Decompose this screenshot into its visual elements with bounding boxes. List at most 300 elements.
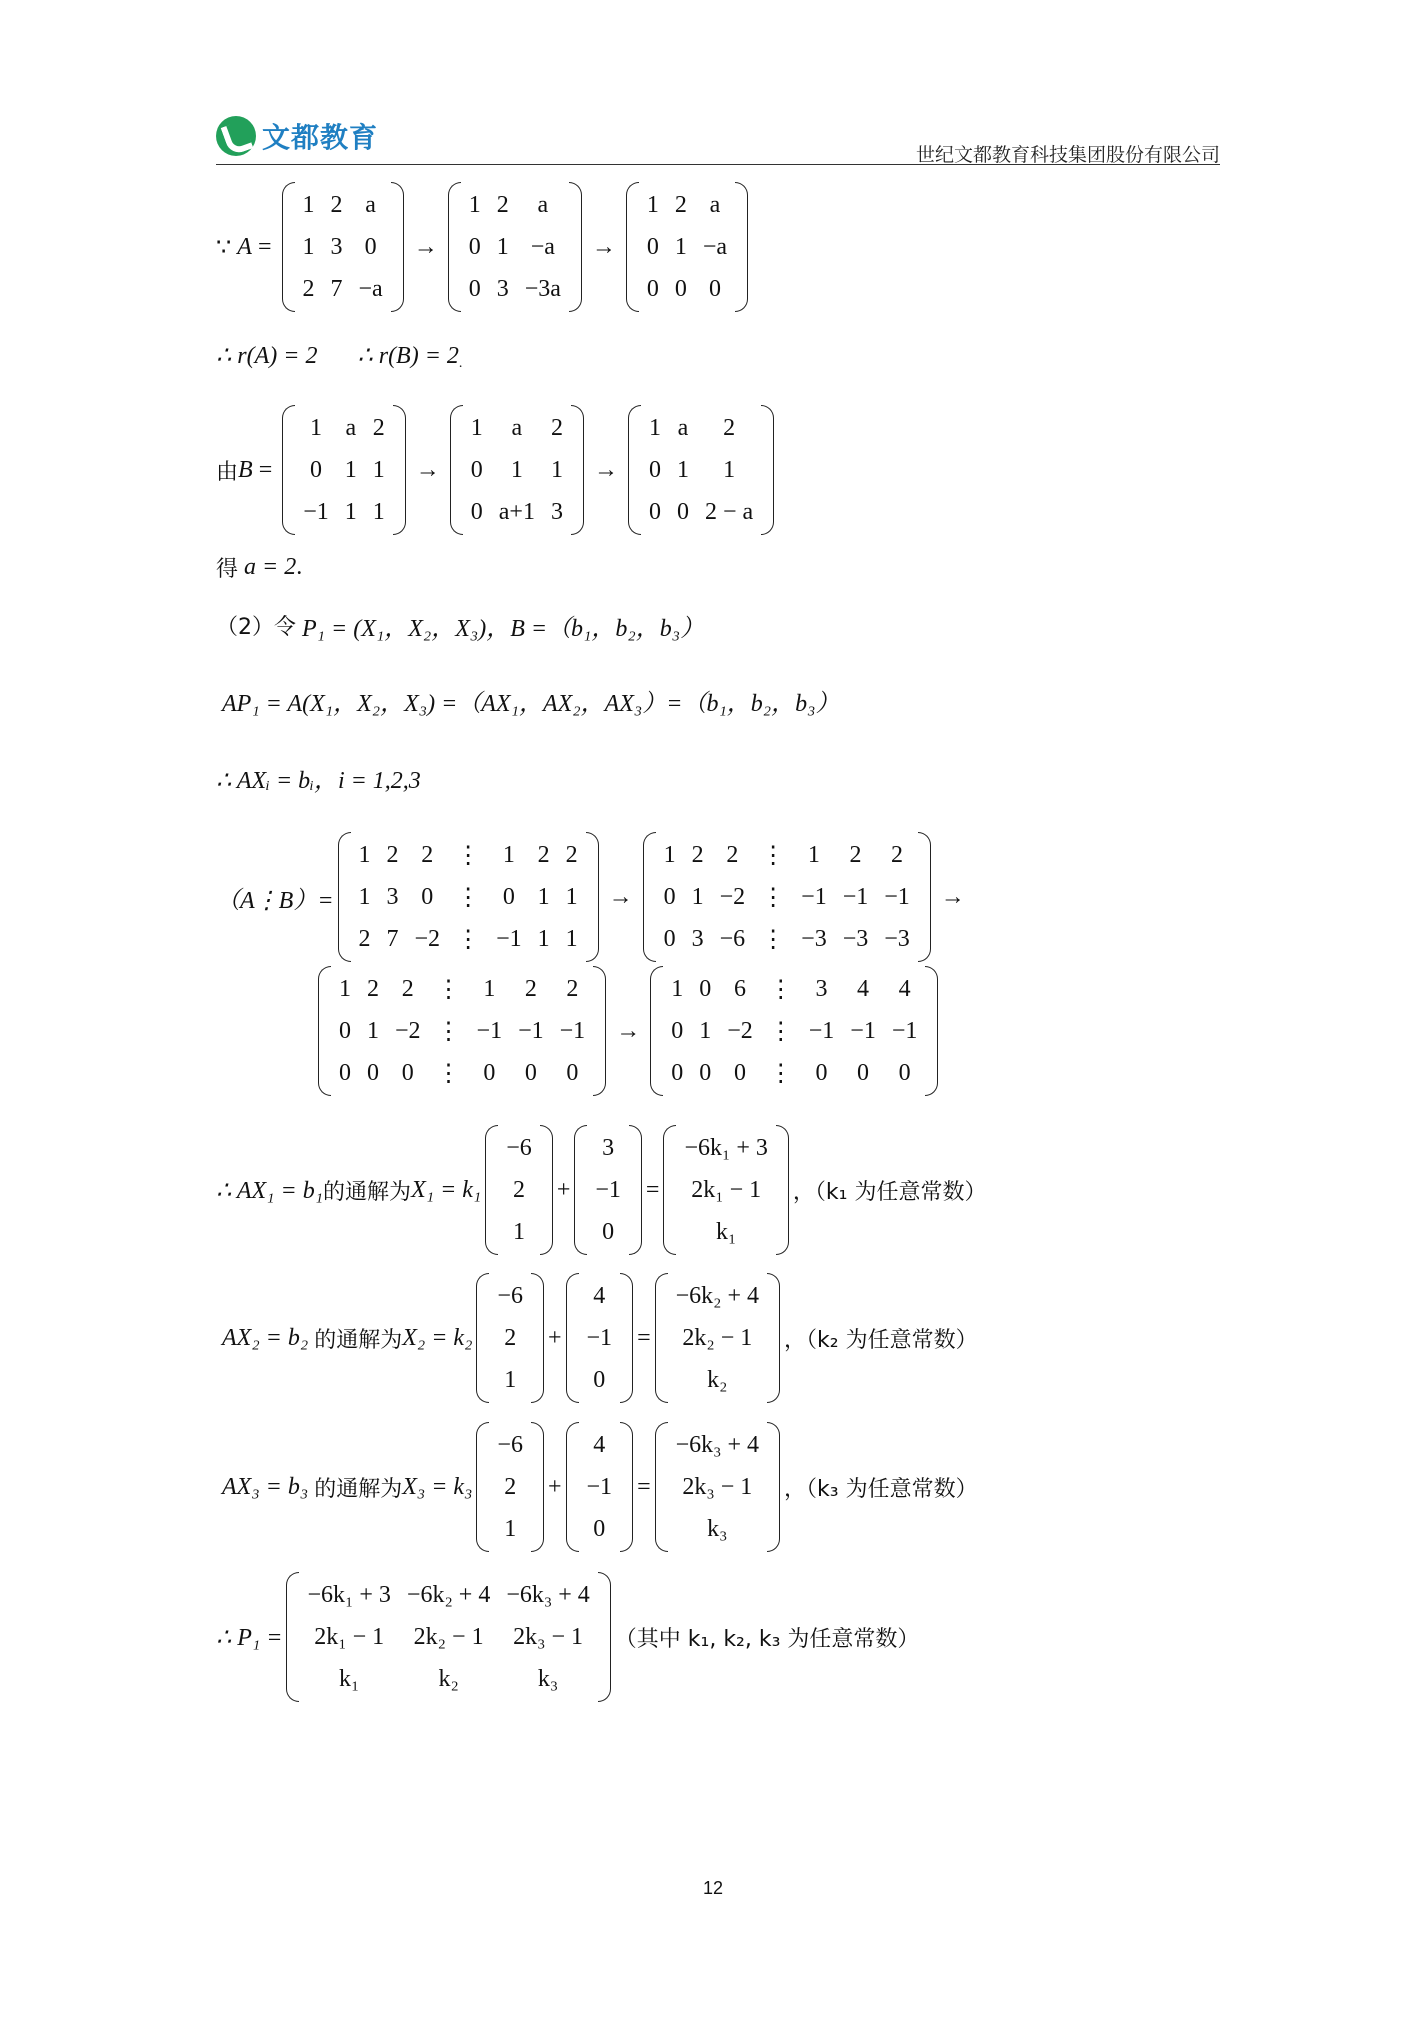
matrix-cell: −3 xyxy=(801,925,827,952)
matrix-row xyxy=(331,968,593,1010)
matrix-cell: 1 xyxy=(537,925,550,952)
matrix-row xyxy=(489,1275,531,1317)
left-bracket xyxy=(566,1273,579,1403)
matrix-cell: 1 xyxy=(367,1017,379,1044)
matrix-cell: 0 xyxy=(470,498,483,525)
left-bracket xyxy=(663,1125,676,1255)
matrix-cell: 2 xyxy=(849,841,862,868)
plus: + xyxy=(547,1473,562,1500)
matrix-row xyxy=(351,876,586,918)
matrix-cell: 1 xyxy=(691,883,704,910)
matrix-cell: 1 xyxy=(302,191,315,218)
matrix-cell: a xyxy=(709,191,721,218)
matrix-cell: 2k₃ − 1 xyxy=(682,1473,753,1500)
right-bracket xyxy=(393,405,406,535)
aug-matrix-2 xyxy=(643,832,931,962)
matrix-row xyxy=(295,184,391,226)
left-bracket xyxy=(448,182,461,312)
matrix-cell: a xyxy=(677,414,689,441)
matrix-cell: 0 xyxy=(524,1059,537,1086)
matrix-cell: 1 xyxy=(699,1017,712,1044)
matrix-cell: −a xyxy=(530,233,555,260)
matrix-cell: 2 xyxy=(726,841,739,868)
matrix-cell: −2 xyxy=(414,925,441,952)
matrix-row xyxy=(489,1466,531,1508)
equals: = xyxy=(637,1473,651,1500)
matrix-cell: 1 xyxy=(504,1515,517,1542)
matrix-cell: ⋮ xyxy=(761,884,786,911)
matrix-cell: −3 xyxy=(842,925,869,952)
right-bracket xyxy=(540,1125,553,1255)
equals: = xyxy=(637,1324,651,1351)
eq-row-B xyxy=(216,405,778,535)
right-bracket xyxy=(586,832,599,962)
matrix-row xyxy=(498,1211,540,1253)
right-bracket xyxy=(593,966,606,1096)
left-bracket xyxy=(476,1422,489,1552)
period: . xyxy=(296,554,303,580)
matrix-cell: k₃ xyxy=(707,1515,728,1542)
matrix-cell: −3a xyxy=(524,275,561,302)
sol2-middle: 的通解为 xyxy=(314,1327,403,1353)
matrix-cell: 1 xyxy=(550,456,563,483)
matrix-cell: ⋮ xyxy=(456,884,481,911)
matrix-cell: 0 xyxy=(699,975,712,1002)
right-bracket xyxy=(598,1572,611,1702)
matrix-row xyxy=(656,918,918,960)
left-bracket xyxy=(286,1572,299,1702)
ap1-text: AP₁ = A(X₁，X₂，X₃) =（AX₁，AX₂，AX₃）=（b₁，b₂，b₃） xyxy=(222,691,840,717)
matrix-row xyxy=(656,876,918,918)
matrix-A-3 xyxy=(626,182,748,312)
matrix-cell: ⋮ xyxy=(456,926,481,953)
page-number: 12 xyxy=(702,1878,724,1898)
sol3-lhs: X₃ = k₃ xyxy=(402,1473,473,1500)
matrix-cell: 1 xyxy=(344,498,357,525)
matrix-row xyxy=(587,1169,629,1211)
arrow: → xyxy=(616,1017,641,1044)
matrix-cell: k₁ xyxy=(715,1218,737,1245)
axi-text: ∴ AXᵢ = bᵢ，i = 1,2,3 xyxy=(216,768,421,794)
matrix-cell: 2 xyxy=(537,841,550,868)
matrix-cell: ⋮ xyxy=(761,926,786,953)
matrix-cell: ⋮ xyxy=(436,1060,461,1087)
matrix-cell: 1 xyxy=(565,925,578,952)
matrix-row xyxy=(663,1010,925,1052)
matrix-cell: −1 xyxy=(476,1017,503,1044)
matrix-cell: −2 xyxy=(395,1017,421,1044)
matrix-row xyxy=(295,407,393,449)
right-bracket xyxy=(735,182,748,312)
sol1-prefix: ∴ AX₁ = b₁ xyxy=(216,1177,324,1204)
matrix-cell: 1 xyxy=(358,883,371,910)
sol2-suffix: ，（k₂ 为任意常数） xyxy=(784,1327,978,1353)
left-bracket xyxy=(643,832,656,962)
matrix-cell: 0 xyxy=(339,1059,351,1086)
left-bracket xyxy=(655,1422,668,1552)
part2-label: （2）令 xyxy=(216,615,296,640)
sol2-prefix: AX₂ = b₂ xyxy=(222,1324,309,1351)
final-matrix xyxy=(286,1572,610,1702)
matrix-row xyxy=(299,1574,597,1616)
matrix-cell: 2 xyxy=(565,841,578,868)
matrix-cell: 2k₂ − 1 xyxy=(413,1623,484,1650)
matrix-cell: 0 xyxy=(470,456,483,483)
matrix-cell: 6 xyxy=(733,975,746,1002)
matrix-row xyxy=(351,834,586,876)
ap1-expansion xyxy=(222,683,840,718)
matrix-row xyxy=(676,1169,775,1211)
matrix-cell: −6k₁ + 3 xyxy=(684,1134,768,1161)
header-company: 世纪文都教育科技集团股份有限公司 xyxy=(915,144,1220,166)
rank-A: ∴ r(A) = 2 xyxy=(216,342,318,369)
matrix-cell: −6k₂ + 4 xyxy=(406,1581,491,1608)
matrix-cell: 1 xyxy=(807,841,820,868)
right-bracket xyxy=(531,1422,544,1552)
matrix-row xyxy=(663,968,925,1010)
left-bracket xyxy=(476,1273,489,1403)
matrix-row xyxy=(663,1052,925,1094)
right-bracket xyxy=(531,1273,544,1403)
sol1-lhs: X₁ = k₁ xyxy=(411,1176,482,1203)
matrix-row xyxy=(641,491,761,533)
matrix-cell: −6 xyxy=(497,1282,523,1309)
matrix-row xyxy=(676,1127,775,1169)
matrix-row xyxy=(668,1275,767,1317)
matrix-cell: 2 xyxy=(723,414,736,441)
left-bracket xyxy=(338,832,351,962)
left-bracket xyxy=(485,1125,498,1255)
matrix-cell: 2 xyxy=(524,975,537,1002)
matrix-cell: 0 xyxy=(646,233,659,260)
matrix-cell: ⋮ xyxy=(436,1018,461,1045)
matrix-cell: 0 xyxy=(676,498,689,525)
matrix-row xyxy=(461,184,569,226)
sol3-vector-1 xyxy=(476,1422,544,1552)
header-logo xyxy=(216,116,378,156)
matrix-row xyxy=(579,1317,621,1359)
matrix-cell: 1 xyxy=(565,883,578,910)
matrix-cell: −6 xyxy=(506,1134,532,1161)
matrix-cell: 0 xyxy=(671,1059,684,1086)
matrix-cell: 7 xyxy=(330,275,343,302)
matrix-row xyxy=(668,1466,767,1508)
matrix-A-2 xyxy=(448,182,582,312)
matrix-cell: 2 xyxy=(891,841,904,868)
left-bracket xyxy=(650,966,663,1096)
matrix-cell: 1 xyxy=(663,841,676,868)
matrix-row xyxy=(587,1211,629,1253)
matrix-cell: ⋮ xyxy=(768,1060,793,1087)
left-bracket xyxy=(574,1125,587,1255)
matrix-cell: 4 xyxy=(898,975,911,1002)
matrix-cell: −1 xyxy=(884,883,910,910)
left-bracket xyxy=(626,182,639,312)
matrix-row xyxy=(299,1616,597,1658)
matrix-cell: ⋮ xyxy=(436,976,461,1003)
matrix-cell: 4 xyxy=(857,975,870,1002)
matrix-cell: −1 xyxy=(303,498,329,525)
matrix-cell: 2 xyxy=(372,414,385,441)
matrix-cell: 2 xyxy=(566,975,579,1002)
matrix-row xyxy=(641,449,761,491)
matrix-row xyxy=(579,1275,621,1317)
matrix-cell: 0 xyxy=(898,1059,911,1086)
matrix-cell: 0 xyxy=(602,1218,615,1245)
right-bracket xyxy=(569,182,582,312)
matrix-cell: −a xyxy=(702,233,728,260)
matrix-cell: 0 xyxy=(593,1515,606,1542)
matrix-cell: 1 xyxy=(504,1366,517,1393)
matrix-cell: 2 xyxy=(691,841,704,868)
left-bracket xyxy=(450,405,463,535)
matrix-cell: 1 xyxy=(648,414,661,441)
matrix-cell: 2 xyxy=(421,841,434,868)
matrix-row xyxy=(299,1658,597,1700)
augmented-label: （A⋮B）= xyxy=(216,887,334,914)
matrix-cell: 2 xyxy=(674,191,687,218)
matrix-row xyxy=(639,226,735,268)
a-value: a = 2 xyxy=(244,554,297,580)
sol2-vector-1 xyxy=(476,1273,544,1403)
matrix-cell: 1 xyxy=(513,1218,526,1245)
matrix-row xyxy=(295,491,393,533)
sol1-vector-2 xyxy=(574,1125,642,1255)
matrix-cell: 2 xyxy=(401,975,414,1002)
matrix-cell: 4 xyxy=(593,1282,606,1309)
matrix-cell: a xyxy=(345,414,357,441)
matrix-cell: 2 xyxy=(330,191,343,218)
matrix-cell: 0 xyxy=(364,233,377,260)
matrix-B-2 xyxy=(450,405,584,535)
matrix-cell: −1 xyxy=(496,925,522,952)
matrix-cell: 0 xyxy=(310,456,322,483)
matrix-row xyxy=(489,1359,531,1401)
matrix-cell: −6k₁ + 3 xyxy=(307,1581,391,1608)
right-bracket xyxy=(767,1273,780,1403)
matrix-cell: −1 xyxy=(595,1176,621,1203)
matrix-cell: 1 xyxy=(470,414,483,441)
arrow: → xyxy=(593,456,618,483)
matrix-row xyxy=(639,268,735,310)
left-bracket xyxy=(655,1273,668,1403)
left-bracket xyxy=(628,405,641,535)
matrix-cell: 2k₁ − 1 xyxy=(691,1176,762,1203)
matrix-cell: 3 xyxy=(330,233,343,260)
left-bracket xyxy=(566,1422,579,1552)
matrix-cell: 0 xyxy=(663,883,676,910)
matrix-row xyxy=(498,1169,540,1211)
matrix-cell: 2 xyxy=(504,1473,517,1500)
arrow: → xyxy=(591,233,616,260)
matrix-cell: 1 xyxy=(483,975,496,1002)
matrix-row xyxy=(461,268,569,310)
logo-text: 文都教育 xyxy=(262,121,379,154)
matrix-cell: 1 xyxy=(372,498,385,525)
matrix-cell: 1 xyxy=(537,883,550,910)
matrix-cell: 1 xyxy=(302,233,315,260)
matrix-cell: 0 xyxy=(699,1059,712,1086)
matrix-cell: a+1 xyxy=(498,498,535,525)
matrix-cell: 1 xyxy=(502,841,515,868)
matrix-row xyxy=(676,1211,775,1253)
matrix-cell: 0 xyxy=(646,275,659,302)
matrix-cell: −6k₂ + 4 xyxy=(675,1282,760,1309)
matrix-cell: 3 xyxy=(602,1134,615,1161)
matrix-cell: −6 xyxy=(497,1431,523,1458)
matrix-row xyxy=(639,184,735,226)
matrix-cell: −2 xyxy=(727,1017,753,1044)
matrix-cell: −1 xyxy=(801,883,827,910)
right-bracket xyxy=(761,405,774,535)
matrix-cell: −6 xyxy=(719,925,746,952)
matrix-row xyxy=(498,1127,540,1169)
matrix-cell: 0 xyxy=(674,275,687,302)
matrix-cell: 0 xyxy=(648,456,661,483)
matrix-cell: 0 xyxy=(648,498,661,525)
matrix-cell: 0 xyxy=(483,1059,496,1086)
matrix-cell: −1 xyxy=(586,1324,613,1351)
sol2-vector-2 xyxy=(566,1273,634,1403)
matrix-cell: −1 xyxy=(808,1017,835,1044)
sol3-middle: 的通解为 xyxy=(314,1476,403,1502)
plus: + xyxy=(556,1176,571,1203)
rank-B: ∴ r(B) = 2 xyxy=(357,342,459,369)
matrix-cell: 2k₁ − 1 xyxy=(314,1623,385,1650)
eq-row-A xyxy=(216,182,752,312)
matrix-row xyxy=(579,1424,621,1466)
matrix-cell: ⋮ xyxy=(761,842,786,869)
matrix-cell: ⋮ xyxy=(456,842,481,869)
sol1-suffix: ，（k₁ 为任意常数） xyxy=(792,1179,987,1205)
sol1-vector-1 xyxy=(485,1125,553,1255)
matrix-cell: 2 xyxy=(496,191,509,218)
matrix-B-1 xyxy=(282,405,406,535)
var-A: A xyxy=(237,233,252,260)
solution-2 xyxy=(222,1273,978,1403)
matrix-cell: 1 xyxy=(358,841,371,868)
matrix-cell: 3 xyxy=(386,883,399,910)
matrix-row xyxy=(656,834,918,876)
header-divider xyxy=(216,164,1220,165)
arrow: → xyxy=(415,456,440,483)
matrix-cell: 2 xyxy=(386,841,399,868)
matrix-cell: 1 xyxy=(646,191,659,218)
matrix-cell: a xyxy=(365,191,376,218)
sol3-vector-3 xyxy=(655,1422,780,1552)
matrix-cell: 1 xyxy=(723,456,736,483)
matrix-row xyxy=(463,491,571,533)
matrix-cell: ⋮ xyxy=(768,1018,793,1045)
matrix-cell: ⋮ xyxy=(768,976,793,1003)
sol1-middle: 的通解为 xyxy=(323,1179,412,1205)
result-a xyxy=(216,552,302,583)
aug-matrix-3 xyxy=(318,966,606,1096)
matrix-cell: 1 xyxy=(510,456,523,483)
matrix-cell: 1 xyxy=(496,233,509,260)
axi-statement xyxy=(216,760,421,795)
matrix-cell: 0 xyxy=(401,1059,414,1086)
sol3-vector-2 xyxy=(566,1422,634,1552)
matrix-cell: 3 xyxy=(496,275,509,302)
sol2-vector-3 xyxy=(655,1273,780,1403)
matrix-cell: −1 xyxy=(850,1017,876,1044)
matrix-cell: −3 xyxy=(884,925,910,952)
solution-1 xyxy=(216,1125,986,1255)
final-suffix: （其中 k₁, k₂, k₃ 为任意常数） xyxy=(614,1626,920,1652)
augmented-row-1 xyxy=(216,832,971,962)
matrix-row xyxy=(579,1508,621,1550)
matrix-row xyxy=(489,1508,531,1550)
part2-def-text: P₁ = (X₁，X₂，X₃)，B =（b₁，b₂，b₃） xyxy=(302,616,705,642)
matrix-cell: −6k₃ + 4 xyxy=(506,1581,590,1608)
matrix-cell: 2 xyxy=(513,1176,526,1203)
matrix-row xyxy=(295,268,391,310)
matrix-cell: 2 xyxy=(550,414,563,441)
matrix-cell: 0 xyxy=(815,1059,828,1086)
matrix-cell: 1 xyxy=(372,456,385,483)
matrix-cell: 2 xyxy=(504,1324,517,1351)
matrix-cell: 1 xyxy=(339,975,351,1002)
matrix-row xyxy=(668,1424,767,1466)
right-bracket xyxy=(918,832,931,962)
matrix-cell: k₁ xyxy=(339,1665,360,1692)
matrix-row xyxy=(295,449,393,491)
matrix-cell: 1 xyxy=(674,233,687,260)
matrix-cell: 4 xyxy=(593,1431,606,1458)
matrix-cell: 0 xyxy=(421,883,434,910)
matrix-cell: a xyxy=(537,191,549,218)
matrix-cell: 1 xyxy=(310,414,322,441)
sol1-vector-3 xyxy=(663,1125,788,1255)
left-bracket xyxy=(318,966,331,1096)
prefix-de: 得 xyxy=(216,557,239,582)
left-bracket xyxy=(282,182,295,312)
matrix-cell: 0 xyxy=(857,1059,870,1086)
matrix-cell: 0 xyxy=(593,1366,606,1393)
equals: = xyxy=(257,233,272,260)
aug-matrix-1 xyxy=(338,832,599,962)
matrix-cell: 1 xyxy=(468,191,481,218)
matrix-cell: 2 xyxy=(358,925,371,952)
right-bracket xyxy=(776,1125,789,1255)
matrix-cell: k₂ xyxy=(438,1665,459,1692)
final-prefix: ∴ P₁ = xyxy=(216,1624,283,1651)
matrix-row xyxy=(579,1466,621,1508)
matrix-row xyxy=(351,918,586,960)
matrix-row xyxy=(668,1508,767,1550)
matrix-row xyxy=(461,226,569,268)
matrix-cell: a xyxy=(511,414,523,441)
matrix-cell: 1 xyxy=(344,456,357,483)
matrix-cell: −1 xyxy=(518,1017,544,1044)
plus: + xyxy=(547,1324,562,1351)
matrix-cell: 2 xyxy=(367,975,379,1002)
matrix-cell: 3 xyxy=(815,975,828,1002)
matrix-cell: −6k₃ + 4 xyxy=(675,1431,760,1458)
matrix-cell: 3 xyxy=(691,925,704,952)
right-bracket xyxy=(629,1125,642,1255)
matrix-A-1 xyxy=(282,182,404,312)
matrix-cell: 0 xyxy=(663,925,676,952)
right-bracket xyxy=(620,1422,633,1552)
equals: = xyxy=(645,1176,660,1203)
equals: = xyxy=(258,456,273,483)
matrix-row xyxy=(587,1127,629,1169)
part2-definition xyxy=(216,608,704,643)
prefix-you: 由 xyxy=(216,459,239,485)
matrix-cell: 0 xyxy=(367,1059,379,1086)
